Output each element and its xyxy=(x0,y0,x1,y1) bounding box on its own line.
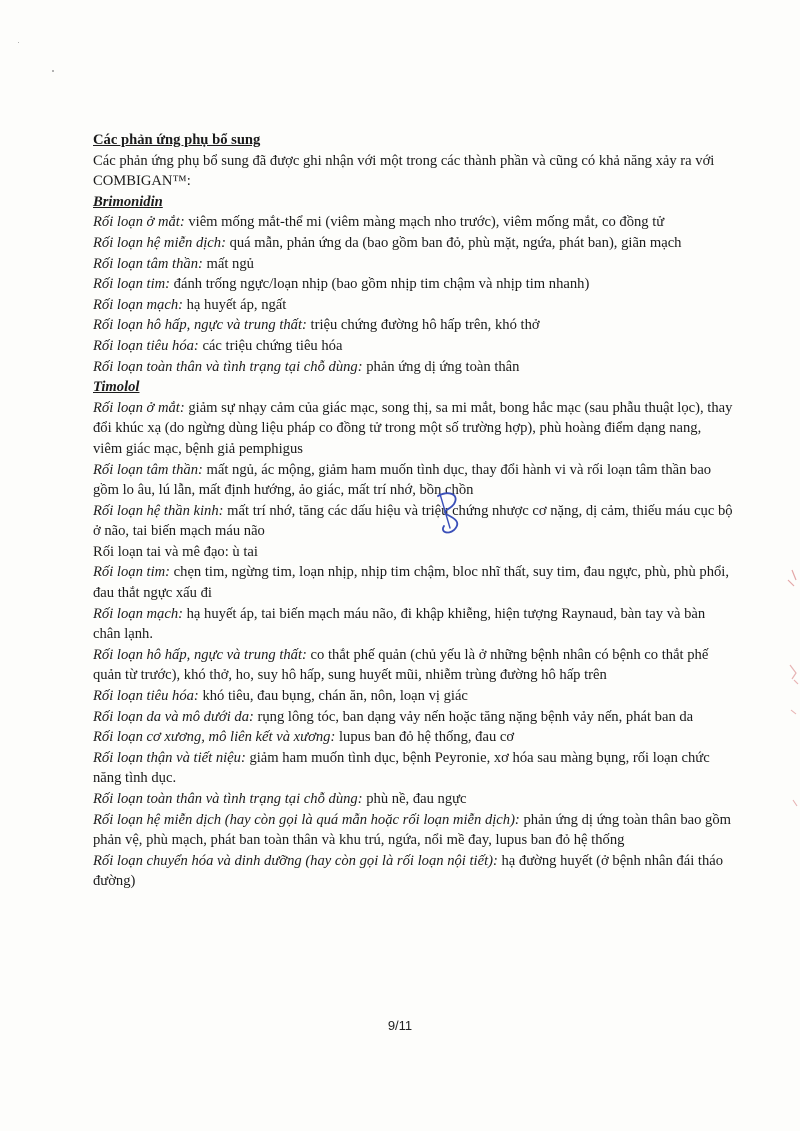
list-item xyxy=(93,645,733,686)
category-label: Rối loạn tâm thần: xyxy=(93,255,203,272)
category-label: Rối loạn cơ xương, mô liên kết và xương: xyxy=(93,729,336,746)
list-item xyxy=(93,727,733,748)
list-item xyxy=(93,748,733,789)
category-label: Rối loạn tiêu hóa: xyxy=(93,337,199,354)
category-label: Rối loạn hệ miễn dịch (hay còn gọi là quá mẫn hoặc rối loạn miễn dịch): xyxy=(93,811,520,828)
category-label: Rối loạn thận và tiết niệu: xyxy=(93,749,246,766)
list-item xyxy=(93,336,733,357)
timolol-list xyxy=(93,398,733,892)
list-item xyxy=(93,604,733,645)
handwritten-ink-mark xyxy=(430,488,470,538)
category-text: lupus ban đỏ hệ thống, đau cơ xyxy=(335,729,515,746)
category-label: Rối loạn da và mô dưới da: xyxy=(93,708,254,725)
category-text: giảm sự nhạy cảm của giác mạc, song thị, sa mi mắt, bong hắc mạc (sau phẫu thuật lọc), thay đổi khúc xạ (do ngừng dùng liệu pháp co đồng tử trong một số trường hợp), phù hoàng điểm dạng nang, viêm giác mạc, bệnh giả pemphigus xyxy=(93,399,733,457)
category-label: Rối loạn hệ thần kinh: xyxy=(93,502,224,519)
category-label: Rối loạn hô hấp, ngực và trung thất: xyxy=(93,317,307,334)
category-label: Rối loạn tim: xyxy=(93,564,171,581)
list-item xyxy=(93,315,733,336)
list-item xyxy=(93,254,733,275)
category-label: Rối loạn toàn thân và tình trạng tại chỗ dùng: xyxy=(93,358,363,375)
category-text: Rối loạn tai và mê đạo: ù tai xyxy=(93,543,258,560)
category-text: hạ huyết áp, tai biến mạch máu não, đi khập khiễng, hiện tượng Raynaud, bàn tay và bàn chân lạnh. xyxy=(93,605,706,643)
intro-paragraph: Các phản ứng phụ bổ sung đã được ghi nhận với một trong các thành phần và cũng có khả năng xảy ra với COMBIGAN™: xyxy=(93,152,715,190)
category-text: quá mẫn, phản ứng da (bao gồm ban đỏ, phù mặt, ngứa, phát ban), giãn mạch xyxy=(225,234,682,251)
list-item xyxy=(93,233,733,254)
list-item xyxy=(93,562,733,603)
list-item xyxy=(93,707,733,728)
section-heading-text: Các phản ứng phụ bổ sung xyxy=(93,132,261,148)
drug-title-brimonidin xyxy=(93,192,733,213)
list-item xyxy=(93,789,733,810)
category-label: Rối loạn ở mắt: xyxy=(93,214,185,231)
category-text: phù nề, đau ngực xyxy=(362,791,467,807)
list-item xyxy=(93,501,733,542)
category-label: Rối loạn hệ miễn dịch: xyxy=(93,234,226,251)
category-text: phản ứng dị ứng toàn thân xyxy=(362,358,520,375)
category-text: mất trí nhớ, tăng các dấu hiệu và triệu chứng nhược cơ nặng, dị cảm, thiếu máu cục bộ ở não, tai biến mạch máu não xyxy=(93,502,733,540)
drug-title-timolol xyxy=(93,377,733,398)
page-number: 9/11 xyxy=(387,1018,413,1033)
list-item xyxy=(93,542,733,563)
category-label: Rối loạn hô hấp, ngực và trung thất: xyxy=(93,646,307,663)
section-heading xyxy=(93,130,733,151)
category-text: triệu chứng đường hô hấp trên, khó thở xyxy=(306,317,540,334)
category-text: đánh trống ngực/loạn nhịp (bao gồm nhịp tim chậm và nhịp tim nhanh) xyxy=(170,276,590,293)
brimonidin-list xyxy=(93,212,733,377)
category-label: Rối loạn tim: xyxy=(93,276,171,293)
category-text: phản ứng dị ứng toàn thân bao gồm phản vệ, phù mạch, phát ban toàn thân và khu trú, ngứa, nổi mề đay, lupus ban đỏ hệ thống xyxy=(93,811,731,849)
list-item xyxy=(93,357,733,378)
scan-speck xyxy=(18,42,19,43)
list-item xyxy=(93,686,733,707)
list-item xyxy=(93,460,733,501)
category-label: Rối loạn toàn thân và tình trạng tại chỗ dùng: xyxy=(93,791,363,807)
list-item xyxy=(93,212,733,233)
category-text: mất ngủ xyxy=(202,255,254,272)
category-label: Rối loạn chuyển hóa và dinh dưỡng (hay còn gọi là rối loạn nội tiết): xyxy=(93,852,498,869)
list-item xyxy=(93,398,733,460)
drug-title-text: Brimonidin xyxy=(93,193,163,210)
category-label: Rối loạn ở mắt: xyxy=(93,399,185,416)
list-item xyxy=(93,851,733,892)
category-text: giảm ham muốn tình dục, bệnh Peyronie, xơ hóa sau màng bụng, rối loạn chức năng tình dục. xyxy=(93,749,710,787)
document-content xyxy=(93,130,733,892)
category-text: viêm mống mắt-thể mi (viêm màng mạch nho trước), viêm mống mắt, co đồng tử xyxy=(184,214,665,231)
category-label: Rối loạn mạch: xyxy=(93,296,183,313)
list-item xyxy=(93,295,733,316)
scan-speck xyxy=(52,70,54,72)
category-text: khó tiêu, đau bụng, chán ăn, nôn, loạn vị giác xyxy=(198,688,468,705)
category-text: co thắt phế quản (chủ yếu là ở những bệnh nhân có bệnh co thắt phế quản từ trước), khó thở, ho, suy hô hấp, sung huyết mũi, nhiễm trùng đường hô hấp trên xyxy=(93,646,709,684)
category-text: chẹn tim, ngừng tim, loạn nhịp, nhịp tim chậm, bloc nhĩ thất, suy tim, đau ngực, phù, phù phổi, đau thắt ngực xấu đi xyxy=(93,564,730,602)
category-label: Rối loạn mạch: xyxy=(93,605,183,622)
drug-title-text: Timolol xyxy=(93,379,140,396)
category-text: hạ đường huyết (ở bệnh nhân đái tháo đường) xyxy=(93,852,724,890)
category-text: mất ngủ, ác mộng, giảm ham muốn tình dục, thay đổi hành vi và rối loạn tâm thần bao gồm lo âu, lú lẫn, mất định hướng, ảo giác, mất trí nhớ, bồn chồn xyxy=(93,461,712,499)
category-text: rụng lông tóc, ban dạng vảy nến hoặc tăng nặng bệnh vảy nến, phát ban da xyxy=(253,708,694,725)
category-label: Rối loạn tâm thần: xyxy=(93,461,203,478)
list-item xyxy=(93,274,733,295)
list-item xyxy=(93,810,733,851)
category-text: hạ huyết áp, ngất xyxy=(182,296,287,313)
margin-stamp-bleed xyxy=(782,560,800,820)
category-text: các triệu chứng tiêu hóa xyxy=(198,337,343,354)
category-label: Rối loạn tiêu hóa: xyxy=(93,688,199,705)
